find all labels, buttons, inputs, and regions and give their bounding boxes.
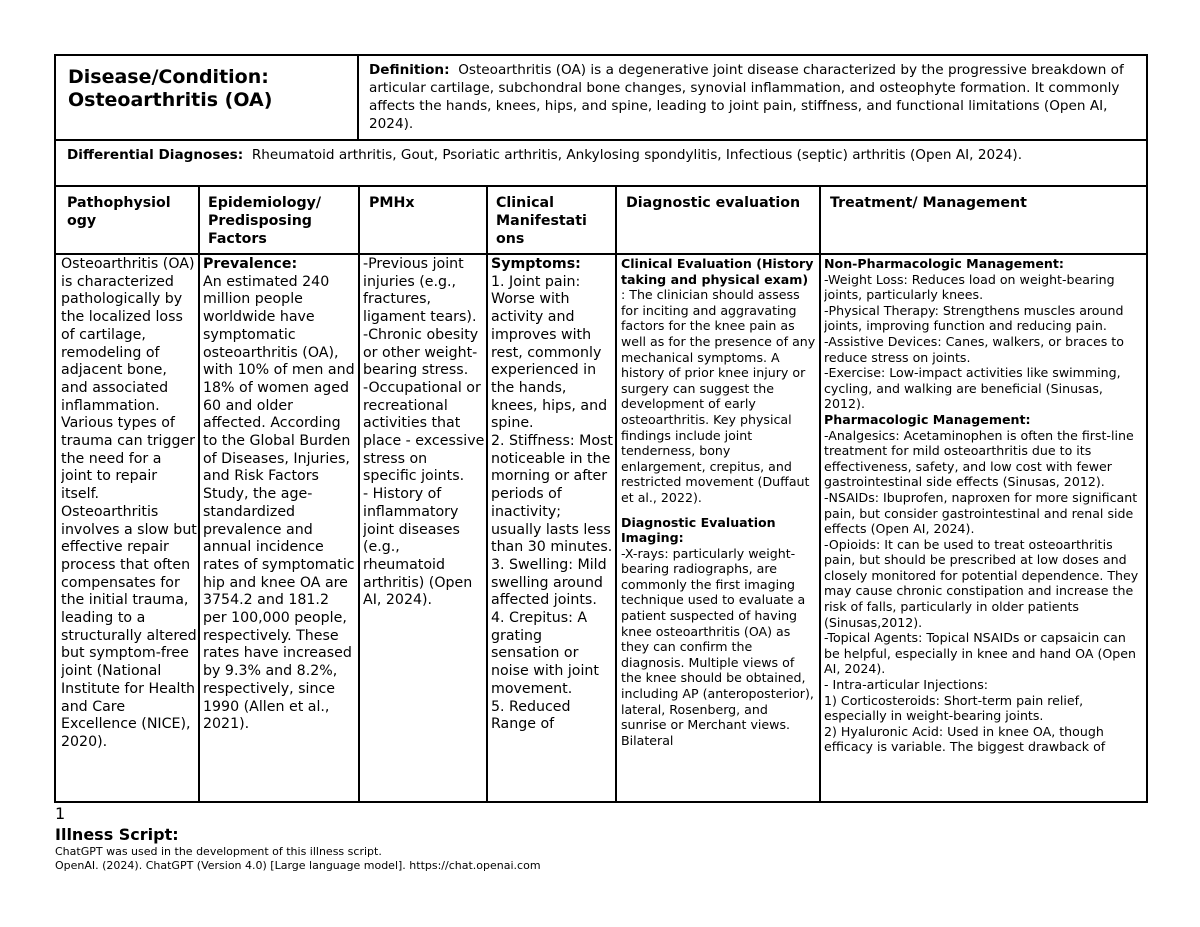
definition-label: Definition:: [369, 62, 450, 78]
nonpharm-line: -Exercise: Low-impact activities like swimming, cycling, and walking are beneficial (Sinusas, 2012).: [824, 365, 1121, 412]
diagnostic-imaging-heading: Diagnostic Evaluation Imaging:: [621, 514, 776, 546]
col-divider-5: [819, 186, 821, 803]
header-treatment: Treatment/ Management: [830, 195, 1027, 211]
pmhx-cell: [363, 256, 485, 802]
nonpharm-line: -Assistive Devices: Canes, walkers, or braces to reduce stress on joints.: [824, 333, 1124, 365]
illness-script-table: [54, 54, 1148, 803]
pharm-line: 1) Corticosteroids: Short-term pain relief, especially in weight-bearing joints.: [824, 692, 1084, 724]
page-number: 1: [55, 804, 66, 823]
diagnostic-clinical-heading: Clinical Evaluation (History taking and physical exam): [621, 256, 814, 287]
row-divider-3: [56, 253, 1148, 255]
pharm-line: -NSAIDs: Ibuprofen, naproxen for more significant pain, but consider gastrointestinal and renal side effects (Open AI, 2024).: [824, 489, 1138, 537]
nonpharm-heading: Non-Pharmacologic Management:: [824, 256, 1064, 271]
definition-text: Osteoarthritis (OA) is a degenerative joint disease characterized by the progressive breakdown of articular cartilage, subchondral bone changes, synovial inflammation, and osteophyte formation. It commonly affects the hands, knees, hips, and spine, leading to joint pain, stiffness, and functional limitations (Open AI, 2024).: [369, 62, 1124, 132]
differential-label: Differential Diagnoses:: [67, 147, 244, 163]
diagnostic-cell: [621, 256, 817, 802]
clinical-line: 2. Stiffness: Most noticeable in the morning or after periods of inactivity; usually lasts less than 30 minutes.: [491, 433, 614, 556]
clinical-line: 1. Joint pain: Worse with activity and improves with rest, commonly experienced in the hands, knees, hips, and spine.: [491, 273, 608, 432]
differential-cell: [67, 146, 1142, 182]
row-divider-1: [56, 139, 1148, 141]
pathophysiology-text: Osteoarthritis (OA) is characterized pathologically by the localized loss of cartilage, remodeling of adjacent bone, and associated inflammation. Various types of trauma can trigger the need for a joint to repair itself. Osteoarthritis involves a slow but effective repair process that often compensates for the initial trauma, leading to a structurally altered but symptom-free joint (National Institute for Health and Care Excellence (NICE), 2020).: [61, 256, 197, 750]
pharm-line: -Topical Agents: Topical NSAIDs or capsaicin can be helpful, especially in knee and hand OA (Open AI, 2024).: [824, 630, 1137, 677]
header-epidemiology: Epidemiology/ Predisposing Factors: [208, 195, 322, 247]
col-divider-4: [615, 186, 617, 803]
pharm-heading: Pharmacologic Management:: [824, 411, 1031, 427]
epidemiology-text: An estimated 240 million people worldwide have symptomatic osteoarthritis (OA), with 10% of men and 18% of women aged 60 and older affected. According to the Global Burden of Diseases, Injuries, and Risk Factors Study, the age-standardized prevalence and annual incidence rates of symptomatic hip and knee OA are 3754.2 and 181.2 per 100,000 people, respectively. These rates have increased by 9.3% and 8.2%, respectively, since 1990 (Allen et al., 2021).: [203, 273, 355, 733]
pmhx-line: -Occupational or recreational activities that place - excessive stress on specific joints.: [363, 379, 485, 485]
col-divider-3: [486, 186, 488, 803]
pharm-line: -Opioids: It can be used to treat osteoarthritis pain, but should be prescribed at low doses and closely monitored for potential dependence. They may cause chronic constipation and increase the risk of falls, particularly in older patients (Sinusas,2012).: [824, 536, 1139, 630]
pharm-line: - Intra-articular Injections:: [824, 677, 989, 693]
title-divider: [357, 56, 359, 140]
differential-text: Rheumatoid arthritis, Gout, Psoriatic arthritis, Ankylosing spondylitis, Infectious (septic) arthritis (Open AI, 2024).: [251, 147, 1023, 163]
pharm-line: -Analgesics: Acetaminophen is often the first-line treatment for mild osteoarthritis due to its effectiveness, safety, and low cost with fewer gastrointestinal side effects (Sinusas, 2012).: [824, 427, 1134, 490]
header-pathophysiology: Pathophysiol ogy: [67, 195, 171, 229]
clinical-cell: [491, 256, 614, 802]
clinical-line: 5. Reduced Range of: [491, 698, 571, 733]
diagnostic-imaging-text: -X-rays: particularly weight-bearing radiographs, are commonly the first imaging technique used to evaluate a patient suspected of having knee osteoarthritis (OA) as they can confirm the diagnosis. Multiple views of the knee should be obtained, including AP (anteroposterior), lateral, Rosenberg, and sunrise or Merchant views. Bilateral: [621, 545, 814, 748]
row-divider-2: [56, 185, 1148, 187]
header-diagnostic: Diagnostic evaluation: [626, 195, 801, 211]
clinical-label: Symptoms:: [491, 256, 581, 272]
pmhx-line: -Previous joint injuries (e.g., fractures, ligament tears).: [363, 256, 477, 326]
clinical-line: 3. Swelling: Mild swelling around affected joints.: [491, 556, 607, 609]
disease-title-value: Osteoarthritis (OA): [68, 89, 273, 111]
epidemiology-cell: [203, 256, 355, 802]
clinical-line: 4. Crepitus: A grating sensation or noise with joint movement.: [491, 610, 599, 697]
disease-title-label: Disease/Condition:: [68, 66, 269, 88]
diagnostic-clinical-text: : The clinician should assess for inciting and aggravating factors for the knee pain as well as for the presence of any mechanical symptoms. A history of prior knee injury or surgery can suggest the development of early osteoarthritis. Key physical findings include joint tenderness, bony enlargement, crepitus, and restricted movement (Duffaut et al., 2022).: [621, 287, 816, 505]
nonpharm-line: -Physical Therapy: Strengthens muscles around joints, improving function and reducing pain.: [824, 302, 1124, 334]
illness-script-heading: Illness Script:: [55, 825, 179, 844]
treatment-cell: [824, 256, 1142, 802]
col-divider-1: [198, 186, 200, 803]
nonpharm-line: -Weight Loss: Reduces load on weight-bearing joints, particularly knees.: [824, 271, 1115, 303]
col-divider-2: [358, 186, 360, 803]
epidemiology-label: Prevalence:: [203, 256, 298, 272]
header-pmhx: PMHx: [369, 195, 415, 211]
header-clinical: Clinical Manifestati ons: [496, 195, 587, 247]
disease-title: [68, 66, 353, 136]
pmhx-line: -Chronic obesity or other weight-bearing stress.: [363, 326, 479, 379]
definition-cell: [369, 61, 1144, 137]
pmhx-line: - History of inflammatory joint diseases (e.g., rheumatoid arthritis) (Open AI, 2024).: [363, 486, 473, 609]
chatgpt-note: ChatGPT was used in the development of this illness script.: [55, 845, 382, 858]
pharm-line: 2) Hyaluronic Acid: Used in knee OA, though efficacy is variable. The biggest drawback of: [824, 723, 1106, 755]
openai-citation: OpenAI. (2024). ChatGPT (Version 4.0) [Large language model]. https://chat.openai.com: [55, 859, 541, 872]
